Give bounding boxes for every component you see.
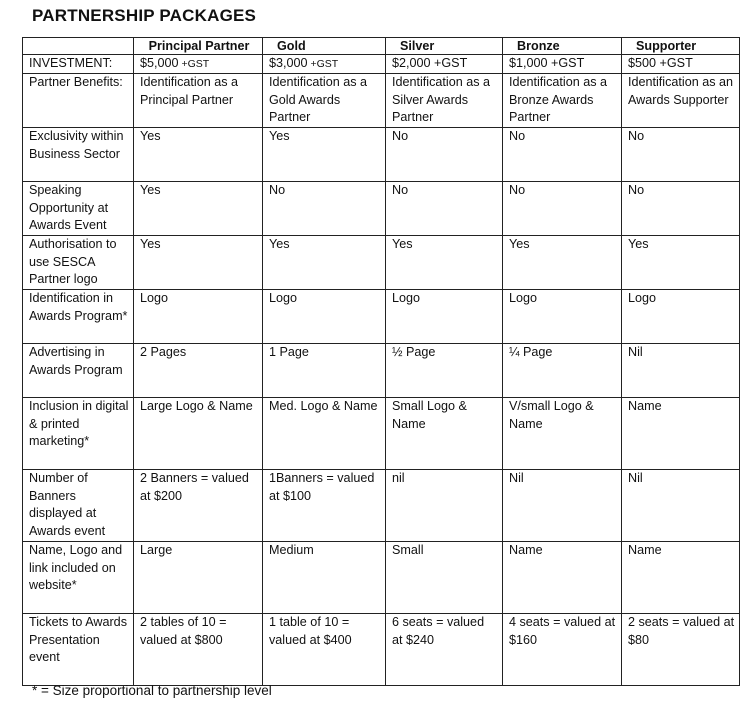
investment-row: [23, 55, 740, 74]
table-cell: Small Logo & Name: [386, 398, 503, 470]
table-cell: No: [622, 182, 740, 236]
table-cell: Yes: [134, 182, 263, 236]
column-header-silver: Silver: [386, 38, 503, 55]
table-cell: Yes: [134, 128, 263, 182]
table-cell: Logo: [134, 290, 263, 344]
table-cell: 2 Pages: [134, 344, 263, 398]
table-cell: No: [622, 128, 740, 182]
table-cell: V/small Logo & Name: [503, 398, 622, 470]
table-cell: Logo: [263, 290, 386, 344]
table-cell: Identification as a Bronze Awards Partner: [503, 74, 622, 128]
table-cell: No: [386, 182, 503, 236]
investment-amount: $1,000: [509, 56, 548, 70]
table-cell: Identification as an Awards Supporter: [622, 74, 740, 128]
table-row: [23, 236, 740, 290]
table-cell: Yes: [134, 236, 263, 290]
gst-suffix: +GST: [656, 56, 693, 70]
table-row: [23, 542, 740, 614]
table-cell: Medium: [263, 542, 386, 614]
table-cell: Large: [134, 542, 263, 614]
row-label: Exclusivity within Business Sector: [23, 128, 134, 182]
column-header-principal: Principal Partner: [134, 38, 263, 55]
table-cell: Name: [503, 542, 622, 614]
row-label: Speaking Opportunity at Awards Event: [23, 182, 134, 236]
table-row: [23, 614, 740, 686]
table-cell: Yes: [386, 236, 503, 290]
table-cell: Yes: [503, 236, 622, 290]
table-row: [23, 182, 740, 236]
table-row: [23, 290, 740, 344]
table-cell: 1Banners = valued at $100: [263, 470, 386, 542]
table-cell: 1 Page: [263, 344, 386, 398]
table-header-row: [23, 38, 740, 55]
table-cell: 2 seats = valued at $80: [622, 614, 740, 686]
investment-amount: $500: [628, 56, 657, 70]
table-cell: No: [503, 128, 622, 182]
table-cell: Logo: [386, 290, 503, 344]
partnership-packages-table: [22, 37, 740, 686]
table-row: [23, 344, 740, 398]
row-label: Name, Logo and link included on website*: [23, 542, 134, 614]
table-cell: 1 table of 10 = valued at $400: [263, 614, 386, 686]
table-row: [23, 470, 740, 542]
table-cell: No: [503, 182, 622, 236]
investment-cell: [503, 55, 622, 74]
gst-suffix: +GST: [307, 58, 339, 70]
page-title: PARTNERSHIP PACKAGES: [32, 6, 257, 25]
gst-suffix: +GST: [547, 56, 585, 70]
row-label: Tickets to Awards Presentation event: [23, 614, 134, 686]
table-cell: Yes: [263, 128, 386, 182]
row-label: Inclusion in digital & printed marketing*: [23, 398, 134, 470]
investment-amount: $2,000: [392, 56, 431, 70]
table-cell: Med. Logo & Name: [263, 398, 386, 470]
table-cell: Name: [622, 398, 740, 470]
table-cell: Large Logo & Name: [134, 398, 263, 470]
table-cell: Identification as a Principal Partner: [134, 74, 263, 128]
table-cell: Yes: [622, 236, 740, 290]
table-cell: Identification as a Silver Awards Partner: [386, 74, 503, 128]
table-cell: 2 tables of 10 = valued at $800: [134, 614, 263, 686]
investment-label: INVESTMENT:: [23, 55, 134, 74]
table-cell: Identification as a Gold Awards Partner: [263, 74, 386, 128]
investment-amount: $5,000: [140, 56, 179, 70]
gst-suffix: +GST: [178, 58, 210, 70]
table-cell: Nil: [622, 344, 740, 398]
investment-cell: [134, 55, 263, 74]
gst-suffix: +GST: [430, 56, 468, 70]
table-row: [23, 128, 740, 182]
footnote: * = Size proportional to partnership level: [32, 683, 272, 698]
table-cell: Yes: [263, 236, 386, 290]
table-cell: ¼ Page: [503, 344, 622, 398]
column-header-empty: [23, 38, 134, 55]
table-row: [23, 74, 740, 128]
column-header-gold: Gold: [263, 38, 386, 55]
table-cell: ½ Page: [386, 344, 503, 398]
table-cell: No: [263, 182, 386, 236]
row-label: Partner Benefits:: [23, 74, 134, 128]
row-label: Identification in Awards Program*: [23, 290, 134, 344]
column-header-bronze: Bronze: [503, 38, 622, 55]
table-cell: Nil: [503, 470, 622, 542]
table-cell: 6 seats = valued at $240: [386, 614, 503, 686]
table-row: [23, 398, 740, 470]
table-cell: Logo: [622, 290, 740, 344]
column-header-supporter: Supporter: [622, 38, 740, 55]
table-cell: Nil: [622, 470, 740, 542]
row-label: Number of Banners displayed at Awards event: [23, 470, 134, 542]
table-cell: Name: [622, 542, 740, 614]
table-cell: 4 seats = valued at $160: [503, 614, 622, 686]
investment-cell: [622, 55, 740, 74]
row-label: Advertising in Awards Program: [23, 344, 134, 398]
investment-cell: [263, 55, 386, 74]
investment-cell: [386, 55, 503, 74]
investment-amount: $3,000: [269, 56, 308, 70]
table-cell: Small: [386, 542, 503, 614]
table-cell: 2 Banners = valued at $200: [134, 470, 263, 542]
row-label: Authorisation to use SESCA Partner logo: [23, 236, 134, 290]
table-cell: Logo: [503, 290, 622, 344]
table-cell: nil: [386, 470, 503, 542]
table-cell: No: [386, 128, 503, 182]
